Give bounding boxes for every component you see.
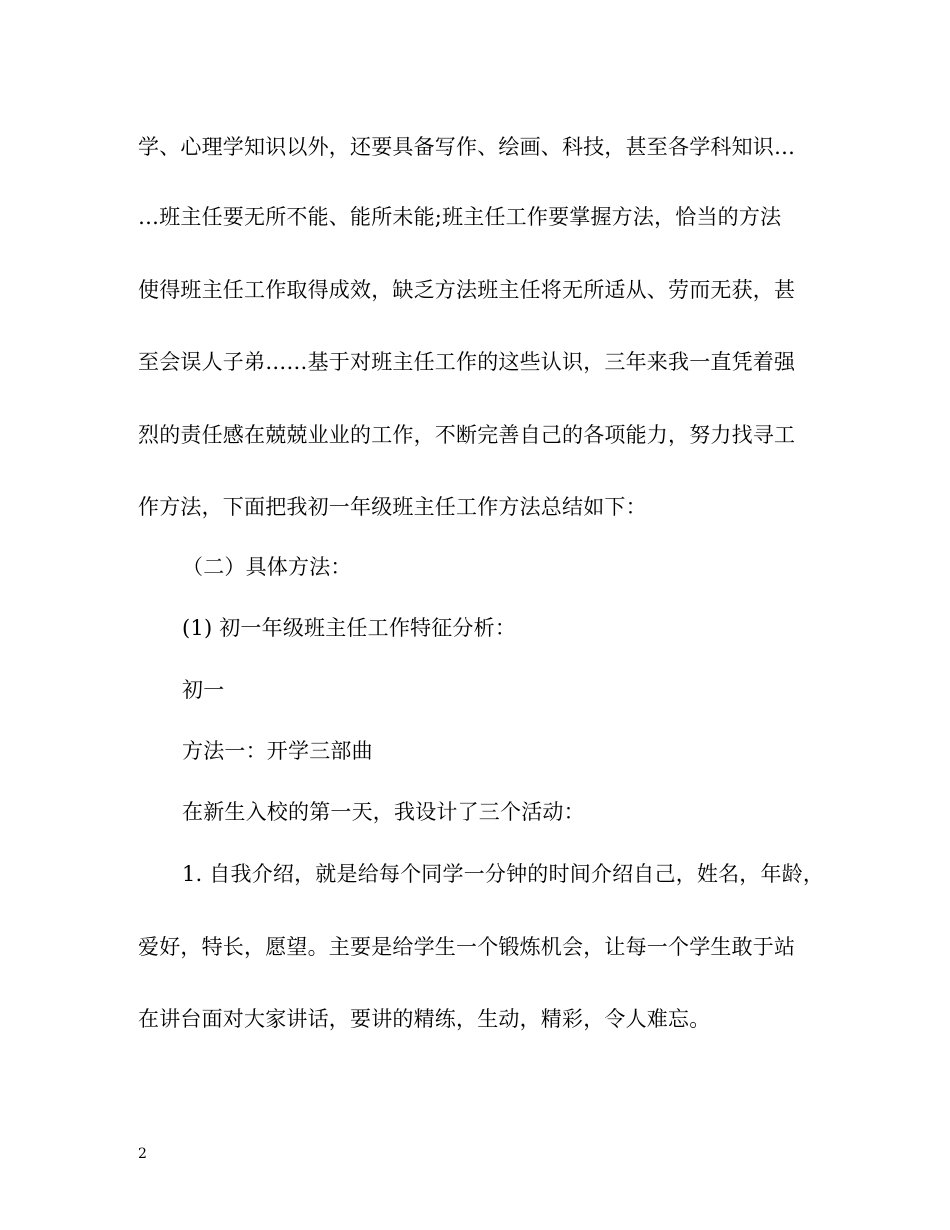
page-number: 2 [138, 1146, 147, 1162]
list-item: 1. 自我介绍，就是给每个同学一分钟的时间介绍自己，姓名，年龄， [182, 862, 825, 886]
text-line: 爱好，特长，愿望。主要是给学生一个锻炼机会，让每一个学生敢于站 [138, 935, 796, 959]
text-line: 学、心理学知识以外，还要具备写作、绘画、科技，甚至各学科知识… [138, 135, 796, 159]
subsection-heading: (1) 初一年级班主任工作特征分析： [182, 616, 517, 640]
text-line: …班主任要无所不能、能所未能;班主任工作要掌握方法，恰当的方法 [138, 205, 782, 229]
text-line: 使得班主任工作取得成效，缺乏方法班主任将无所适从、劳而无获，甚 [138, 278, 796, 302]
text-line: 在讲台面对大家讲话，要讲的精练，生动，精彩，令人难忘。 [138, 1007, 711, 1031]
text-line: 初一 [182, 678, 225, 702]
section-heading: （二）具体方法： [182, 555, 352, 579]
text-line: 在新生入校的第一天，我设计了三个活动： [182, 800, 585, 824]
text-line: 至会误人子弟……基于对班主任工作的这些认识，三年来我一直凭着强 [138, 350, 796, 374]
method-heading: 方法一：开学三部曲 [182, 739, 373, 763]
text-line: 烈的责任感在兢兢业业的工作，不断完善自己的各项能力，努力找寻工 [138, 423, 796, 447]
text-line: 作方法，下面把我初一年级班主任工作方法总结如下： [138, 495, 647, 519]
